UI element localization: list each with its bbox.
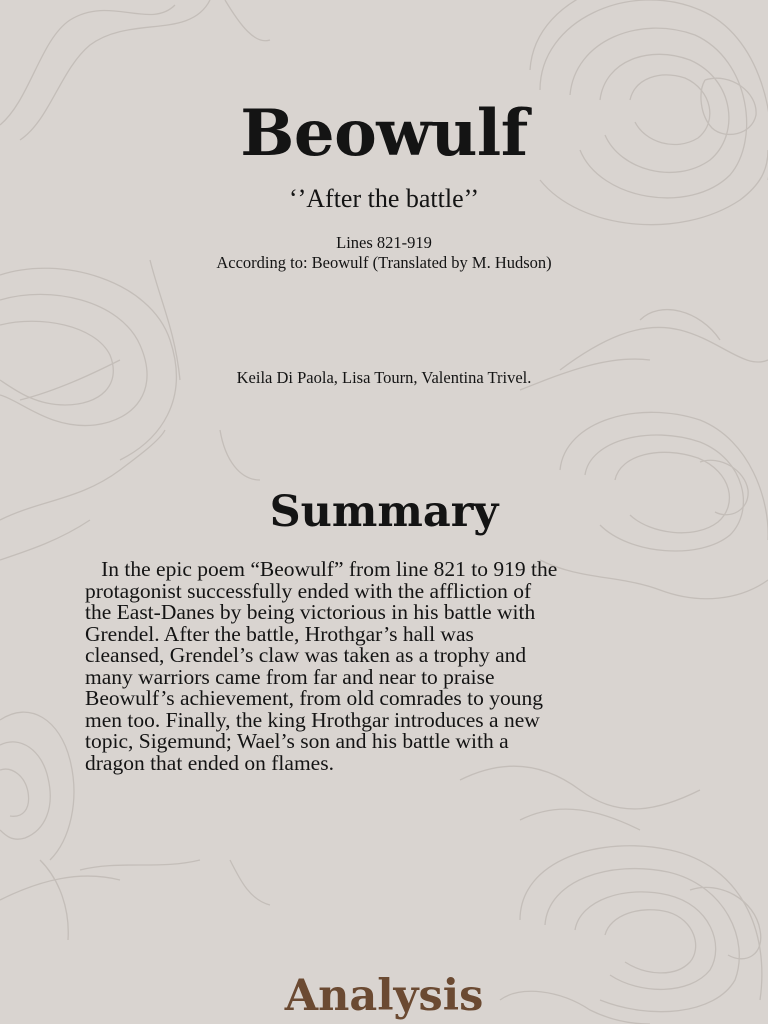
summary-line: many warriors came from far and near to praise [85,664,495,689]
summary-line: dragon that ended on flames. [85,750,334,775]
summary-line: Grendel. After the battle, Hrothgar’s hall was [85,621,474,646]
line-range: Lines 821-919 [336,233,432,252]
document-title: Beowulf [240,96,528,171]
analysis-heading: Analysis [284,971,484,1021]
document-subtitle: ‘’After the battle’’ [288,184,480,213]
summary-heading: Summary [269,487,499,537]
summary-line: In the epic poem “Beowulf” from line 821 to 919 the [85,557,558,581]
summary-line: topic, Sigemund; Wael’s son and his battle with a [85,729,509,753]
author-list: Keila Di Paola, Lisa Tourn, Valentina Trivel. [236,368,532,387]
summary-paragraph [85,559,685,774]
translation-source: According to: Beowulf (Translated by M. Hudson) [216,253,552,272]
summary-line: Beowulf’s achievement, from old comrades to young [85,686,543,710]
summary-line: men too. Finally, the king Hrothgar introduces a new [85,707,540,732]
summary-line: cleansed, Grendel’s claw was taken as a trophy and [85,643,527,667]
summary-line: the East-Danes by being victorious in his battle with [85,600,536,624]
summary-line: protagonist successfully ended with the affliction of [85,578,532,603]
